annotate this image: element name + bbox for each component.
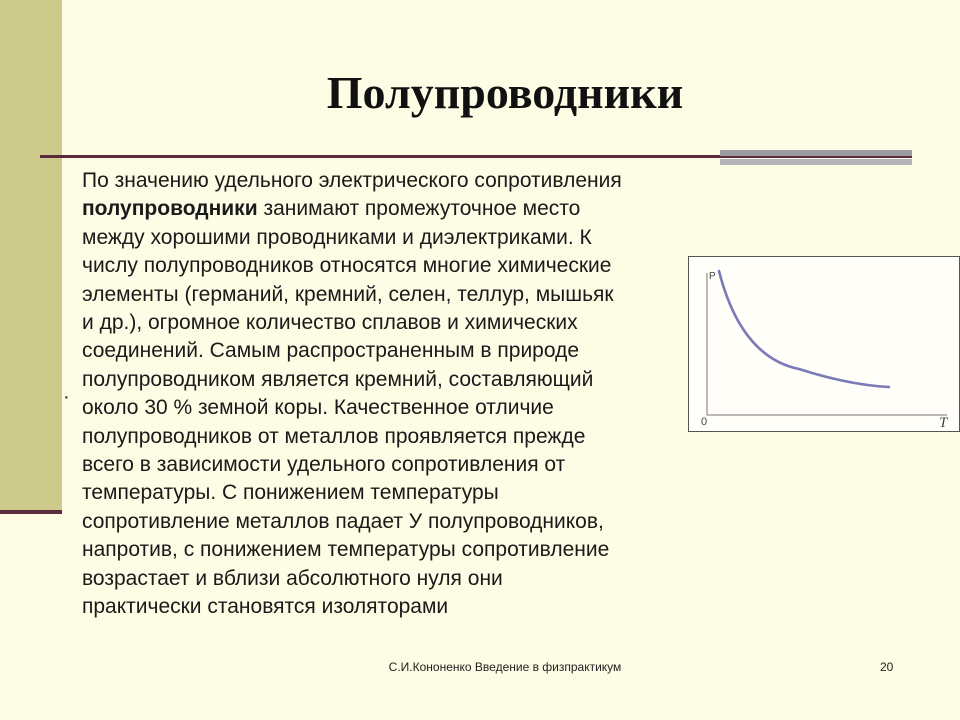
slide-title: Полупроводники bbox=[326, 67, 684, 118]
y-axis-label: P bbox=[709, 271, 716, 282]
body-line: соединений. Самым распространенным в природе bbox=[82, 339, 580, 363]
body-line: По значению удельного электрического сопротивления bbox=[82, 169, 622, 192]
body-line: практически становятся изоляторами bbox=[82, 595, 449, 619]
resistivity-curve bbox=[719, 271, 889, 387]
origin-label: 0 bbox=[701, 416, 708, 428]
bullet-marker: · bbox=[63, 386, 70, 408]
x-axis-label: T bbox=[939, 415, 948, 431]
slide-body-text bbox=[82, 167, 702, 622]
resistivity-temperature-chart bbox=[688, 256, 960, 432]
body-line: полупроводников от металлов проявляется прежде bbox=[82, 424, 586, 448]
body-bold-term: полупроводники bbox=[82, 197, 258, 221]
page-number: 20 bbox=[880, 660, 894, 674]
chart-svg bbox=[689, 257, 960, 433]
body-line: элементы (германий, кремний, селен, теллур, мышьяк bbox=[82, 282, 614, 306]
body-line: сопротивление металлов падает У полупроводников, bbox=[82, 509, 604, 533]
body-line: напротив, с понижением температуры сопротивление bbox=[82, 538, 610, 562]
left-accent-underline bbox=[0, 510, 62, 514]
title-divider-accent-lower bbox=[720, 159, 912, 165]
body-line: между хорошими проводниками и диэлектриками. К bbox=[82, 225, 592, 249]
body-line: возрастает и вблизи абсолютного нуля они bbox=[82, 566, 503, 590]
body-line: полупроводником является кремний, составляющий bbox=[82, 367, 594, 391]
body-line: температуры. С понижением температуры bbox=[82, 481, 499, 505]
body-line bbox=[82, 195, 702, 223]
body-line: всего в зависимости удельного сопротивления от bbox=[82, 453, 566, 477]
body-line: числу полупроводников относятся многие химические bbox=[82, 254, 612, 278]
footer-author: С.И.Кононенко Введение в физпрактикум bbox=[388, 660, 622, 674]
body-line: и др.), огромное количество сплавов и химических bbox=[82, 311, 578, 335]
body-line: около 30 % земной коры. Качественное отличие bbox=[82, 396, 554, 420]
title-divider-accent bbox=[720, 150, 912, 156]
body-line-rest: занимают промежуточное место bbox=[257, 197, 581, 221]
